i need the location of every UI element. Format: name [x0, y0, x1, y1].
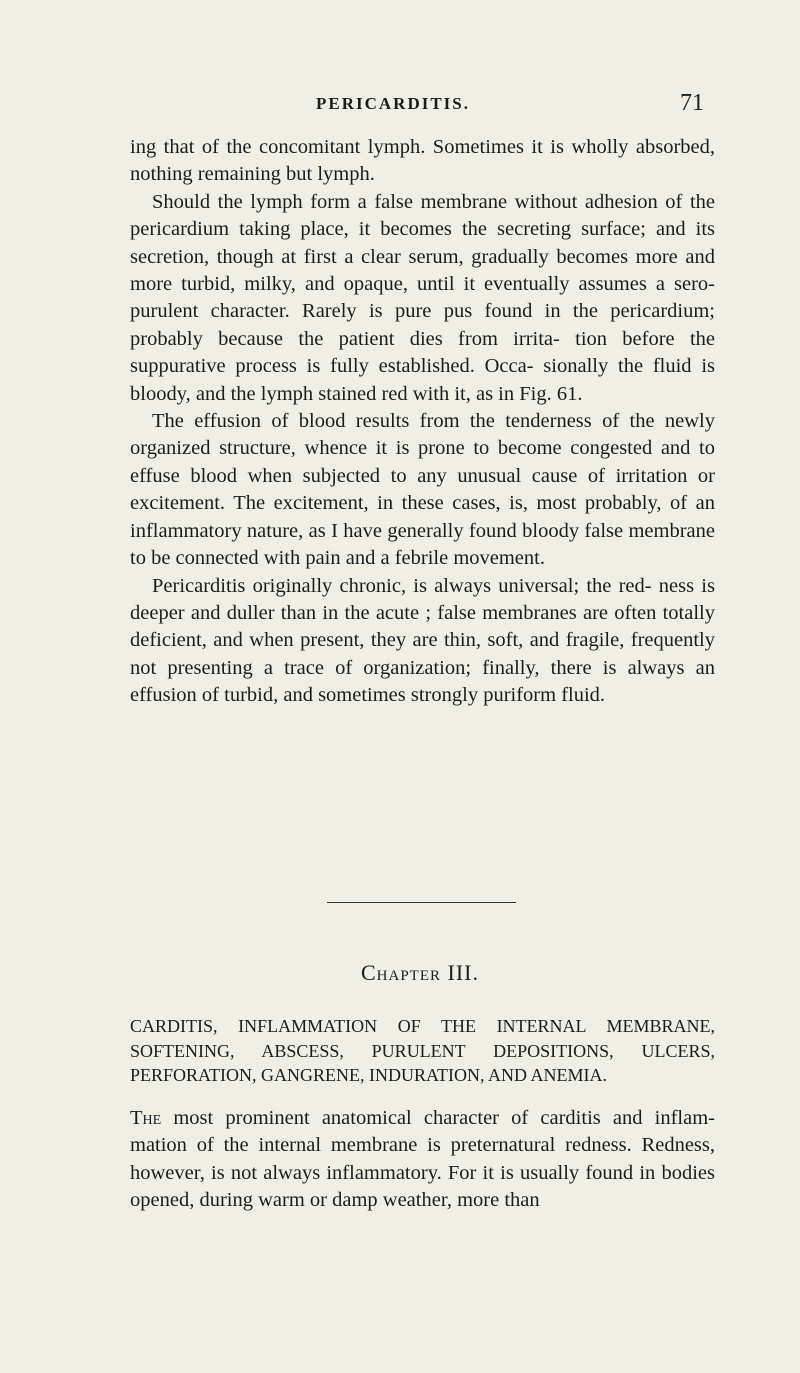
- section-divider: [327, 902, 516, 903]
- paragraph-false-membrane: Should the lymph form a false membrane without adhesion of the pericardium taking place, it becomes the secreting surface; and its secretion, though at first a clear serum, gradually becomes more and more turbid, milky, and opaque, until it eventually assumes a sero-purulent character. Rarely is pure pus found in the pericardium; probably because the patient dies from irrita- tion before the suppurative process is fully established. Occa- sionally the fluid is bloody, and the lymph stained red with it, as in Fig. 61.: [130, 190, 715, 405]
- running-title: PERICARDITIS.: [316, 94, 470, 113]
- chapter-body-text: [130, 1105, 715, 1215]
- lead-word: The: [130, 1107, 162, 1129]
- body-text: [130, 134, 715, 710]
- chapter-subtitle-text: CARDITIS, INFLAMMATION OF THE INTERNAL MEMBRANE, SOFTENING, ABSCESS, PURULENT DEPOSITIONS, ULCERS, PERFORATION, GANGRENE, INDURATION, AND ANEMIA.: [130, 1016, 715, 1085]
- running-head: [0, 90, 800, 120]
- chapter-opening-paragraph: [130, 1105, 715, 1215]
- opening-paragraph-text: most prominent anatomical character of carditis and inflam- mation of the internal membrane is preternatural redness. Redness, however, is not always inflammatory. For it is usually found in bodies opened, during warm or damp weather, more than: [130, 1107, 715, 1212]
- page-number: 71: [680, 90, 704, 116]
- paragraph-effusion-of-blood: The effusion of blood results from the tenderness of the newly organized structure, whence it is prone to become congested and to effuse blood when subjected to any unusual cause of irritation or excitement. The excitement, in these cases, is, most probably, of an inflammatory nature, as I have generally found bloody false membrane to be connected with pain and a febrile movement.: [130, 410, 715, 570]
- paragraph-continuation: ing that of the concomitant lymph. Sometimes it is wholly absorbed, nothing remaining but lymph.: [130, 136, 715, 186]
- chapter-heading-text: Chapter III.: [361, 960, 479, 985]
- chapter-heading: [0, 960, 800, 986]
- chapter-subtitle: [130, 1014, 715, 1088]
- paragraph-chronic-pericarditis: Pericarditis originally chronic, is always universal; the red- ness is deeper and duller than in the acute ; false membranes are often totally deficient, and when present, they are thin, soft, and fragile, frequently not presenting a trace of organization; finally, there is always an effusion of turbid, and sometimes strongly puriform fluid.: [130, 574, 715, 707]
